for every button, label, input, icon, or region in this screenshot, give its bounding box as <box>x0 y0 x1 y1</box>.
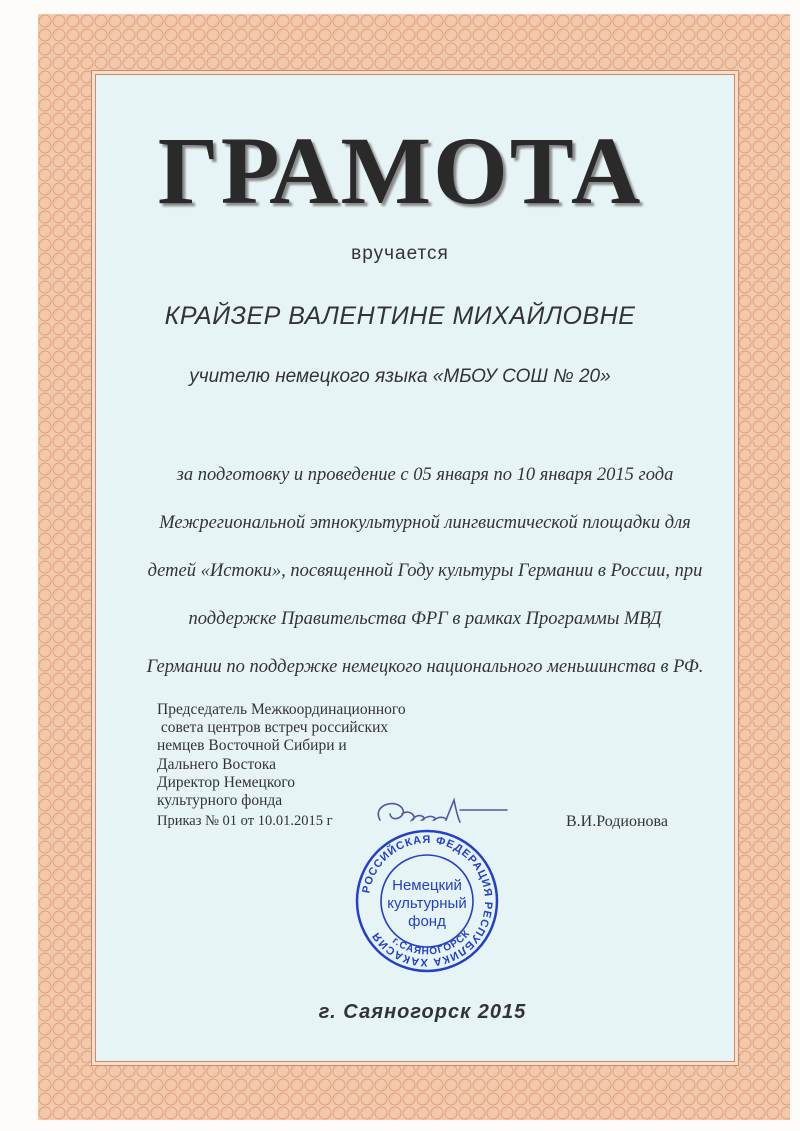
award-reason-line: поддержке Правительства ФРГ в рамках Программы МВД <box>188 609 662 629</box>
certificate-title: ГРАМОТА <box>157 117 643 224</box>
seal-center-line: фонд <box>408 913 446 930</box>
signatory-title-line: Председатель Межкоординационного <box>157 701 406 718</box>
recipient-position: учителю немецкого языка «МБОУ СОШ № 20» <box>189 366 611 387</box>
award-reason <box>115 451 735 691</box>
award-reason-line: детей «Истоки», посвященной Году культуры Германии в России, при <box>147 561 703 581</box>
signatory-title-line: совета центров встреч российских <box>157 719 389 737</box>
seal-ring-text: РОССИЙСКАЯ ФЕДЕРАЦИЯ РЕСПУБЛИКА ХАКАСИЯ <box>360 833 495 969</box>
place-and-year: г. Саяногорск 2015 <box>318 1001 527 1023</box>
official-seal <box>352 826 502 976</box>
seal-center-line: культурный <box>387 895 467 912</box>
award-reason-line: Межрегиональной этнокультурной лингвистической площадки для <box>159 513 691 533</box>
signatory-title-line: немцев Восточной Сибири и <box>157 737 347 755</box>
signatory-title-line: культурного фонда <box>157 792 283 810</box>
recipient-name: КРАЙЗЕР ВАЛЕНТИНЕ МИХАЙЛОВНЕ <box>164 302 636 330</box>
award-reason-line: Германии по поддержке немецкого национального меньшинства в РФ. <box>146 657 704 677</box>
award-reason-line: за подготовку и проведение с 05 января по 10 января 2015 года <box>176 465 674 485</box>
seal-bottom-text: г.САЯНОГОРСК <box>390 928 473 958</box>
seal-center-line: Немецкий <box>392 877 462 894</box>
signatory-title-line: Дальнего Востока <box>157 755 277 773</box>
awarded-text: вручается <box>351 243 449 264</box>
signer-name: В.И.Родионова <box>566 813 668 830</box>
order-reference: Приказ № 01 от 10.01.2015 г <box>157 813 333 829</box>
signatory-title-line: Директор Немецкого <box>157 773 296 791</box>
